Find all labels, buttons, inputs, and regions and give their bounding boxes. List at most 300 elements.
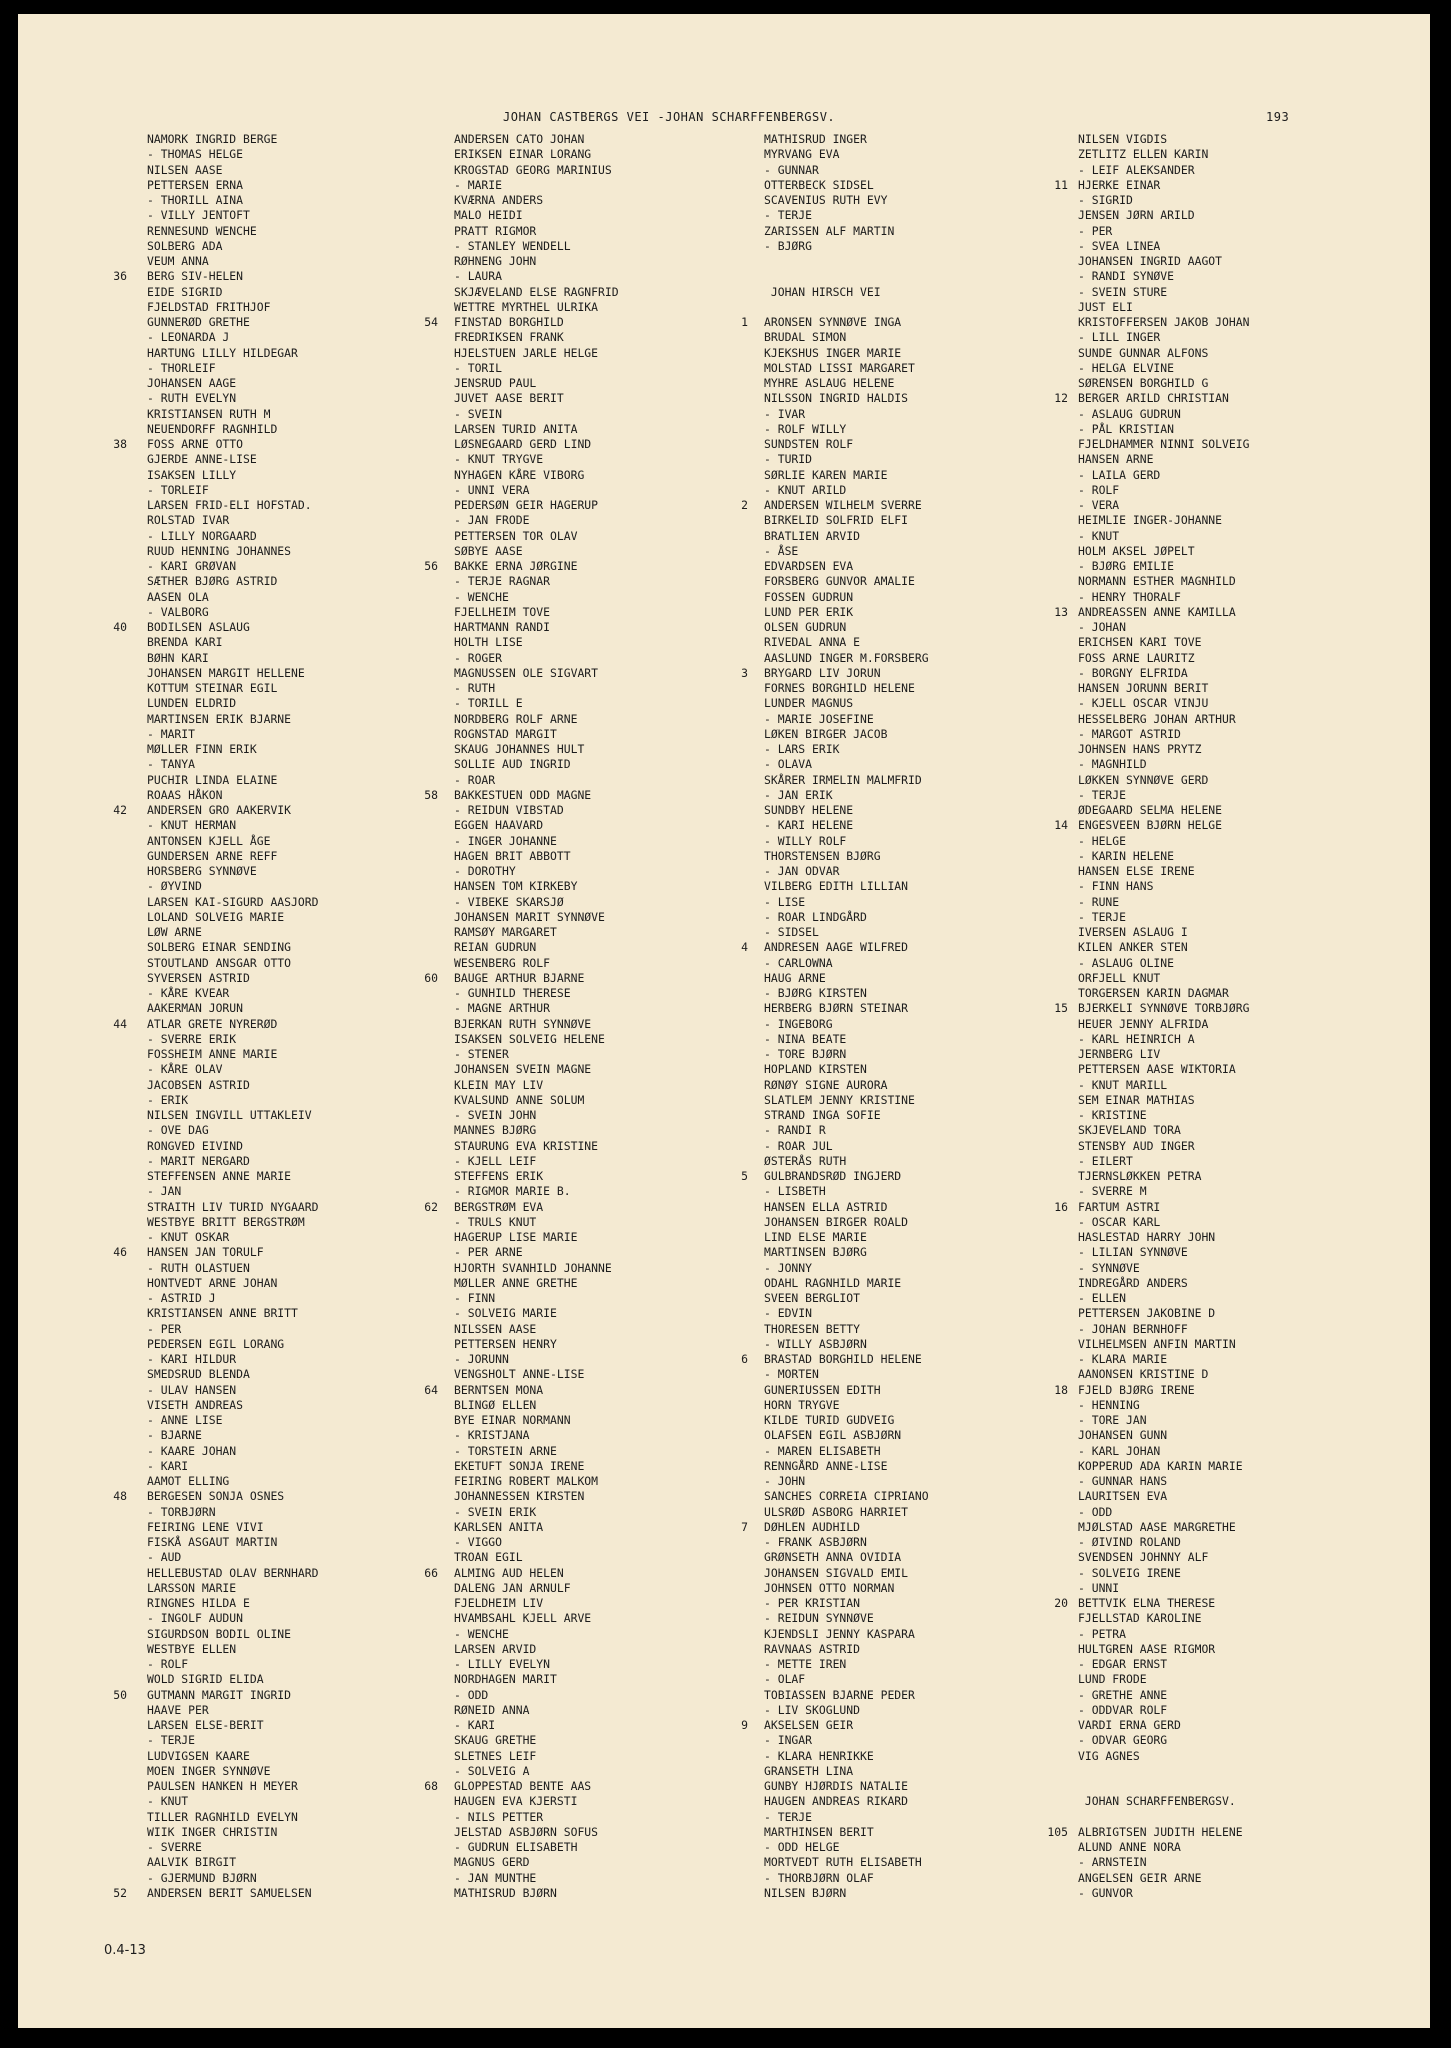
resident-name: HAUGEN EVA KJERSTI <box>454 1794 578 1809</box>
directory-entry <box>1078 727 1249 742</box>
house-number: 60 <box>424 970 438 985</box>
directory-entry <box>764 1886 929 1901</box>
resident-name: PETTERSEN AASE WIKTORIA <box>1078 1062 1236 1077</box>
resident-name: - FINN <box>454 1291 496 1305</box>
directory-entry <box>454 1230 619 1245</box>
resident-name: - KNUT ARILD <box>764 482 847 497</box>
resident-name: PETTERSEN HENRY <box>454 1336 557 1351</box>
directory-entry <box>147 285 318 300</box>
resident-name: - TERJE <box>1078 787 1127 802</box>
directory-entry <box>454 132 619 147</box>
directory-entry <box>454 1672 619 1687</box>
resident-name: HANSEN ARNE <box>1078 452 1154 467</box>
directory-entry <box>764 559 929 574</box>
directory-entry <box>454 895 619 910</box>
directory-entry <box>764 834 929 849</box>
resident-name: MJØLSTAD AASE MARGRETHE <box>1078 1519 1236 1534</box>
directory-entry <box>113 269 318 284</box>
directory-entry <box>147 391 318 406</box>
resident-name: - SIGRID <box>1078 193 1133 207</box>
directory-entry <box>764 620 929 635</box>
directory-entry <box>147 1611 318 1626</box>
resident-name: - KARI GRØVAN <box>147 559 237 573</box>
directory-entry <box>454 727 619 742</box>
house-number: 56 <box>424 559 438 573</box>
directory-entry <box>147 1078 318 1093</box>
directory-entry <box>454 361 619 376</box>
directory-entry <box>764 1505 929 1520</box>
directory-entry <box>1078 620 1249 635</box>
resident-name: SØRENSEN BORGHILD G <box>1078 376 1209 390</box>
directory-entry <box>147 1062 318 1077</box>
directory-entry <box>764 1413 929 1428</box>
resident-name: - SVEA LINEA <box>1078 238 1161 253</box>
resident-name: AAKERMAN JORUN <box>147 1001 244 1016</box>
directory-entry <box>424 787 619 803</box>
resident-name: STENSBY AUD INGER <box>1078 1138 1195 1153</box>
directory-entry <box>764 864 929 879</box>
resident-name: NORDBERG ROLF ARNE <box>454 711 578 726</box>
resident-name: VIG AGNES <box>1078 1748 1140 1763</box>
resident-name: - ROLF <box>1078 482 1120 497</box>
directory-entry <box>764 208 929 223</box>
directory-entry <box>113 803 318 818</box>
resident-name: HOLM AKSEL JØPELT <box>1078 543 1195 558</box>
resident-name: EGGEN HAAVARD <box>454 818 544 833</box>
resident-name: FARTUM ASTRI <box>1078 1199 1161 1214</box>
directory-entry <box>147 1413 318 1428</box>
resident-name: - SVERRE ERIK <box>147 1031 237 1046</box>
house-number: 58 <box>424 787 438 802</box>
directory-entry <box>1078 361 1249 376</box>
directory-entry <box>1078 940 1249 955</box>
directory-entry <box>454 391 619 406</box>
directory-entry <box>454 1001 619 1016</box>
house-number: 64 <box>424 1382 438 1397</box>
resident-name: NORMANN ESTHER MAGNHILD <box>1078 574 1236 589</box>
directory-entry <box>454 712 619 727</box>
resident-name: - MARIE JOSEFINE <box>764 711 874 726</box>
directory-entry <box>1078 971 1249 986</box>
directory-entry <box>147 910 318 925</box>
directory-entry <box>741 940 929 955</box>
directory-entry <box>454 849 619 864</box>
resident-name: - ODVAR GEORG <box>1078 1733 1168 1748</box>
directory-entry <box>147 849 318 864</box>
directory-entry <box>147 1825 318 1840</box>
resident-name: RØNØY SIGNE AURORA <box>764 1077 888 1092</box>
resident-name: - KARIN HELENE <box>1078 848 1175 863</box>
resident-name: - KARI HELENE <box>764 818 854 833</box>
directory-entry <box>764 544 929 559</box>
resident-name: - LILIAN SYNNØVE <box>1078 1245 1188 1260</box>
directory-entry <box>147 1840 318 1855</box>
resident-name: - TORLEIF <box>147 482 209 497</box>
directory-entry <box>113 1687 318 1703</box>
resident-name: JOHANSEN AAGE <box>147 376 237 390</box>
directory-entry <box>454 620 619 635</box>
directory-entry <box>1054 604 1249 620</box>
resident-name: FJELDSTAD FRITHJOF <box>147 299 271 314</box>
resident-name: - KÅRE OLAV <box>147 1062 223 1077</box>
resident-name: NILSEN AASE <box>147 162 223 177</box>
directory-entry <box>764 971 929 986</box>
resident-name: EKETUFT SONJA IRENE <box>454 1458 585 1473</box>
directory-entry <box>1078 757 1249 772</box>
resident-name: STEFFENS ERIK <box>454 1169 544 1183</box>
house-number: 20 <box>1054 1596 1068 1610</box>
directory-entry <box>764 391 929 406</box>
directory-entry <box>454 544 619 559</box>
resident-name: STRAND INGA SOFIE <box>764 1108 881 1122</box>
directory-entry <box>764 1855 929 1870</box>
directory-entry <box>1078 803 1249 818</box>
resident-name: FJELLHEIM TOVE <box>454 604 551 619</box>
resident-name: JOHAN HIRSCH VEI <box>764 284 881 299</box>
directory-entry <box>764 1337 929 1352</box>
resident-name: ROAAS HÅKON <box>147 787 223 802</box>
directory-entry <box>764 1688 929 1703</box>
resident-name: AAMOT ELLING <box>147 1474 230 1488</box>
resident-name: - EDGAR ERNST <box>1078 1657 1168 1671</box>
directory-entry <box>1078 849 1249 864</box>
directory-entry <box>1078 1108 1249 1123</box>
directory-entry <box>454 1627 619 1642</box>
resident-name: - ROLF WILLY <box>764 421 847 436</box>
directory-entry <box>147 239 318 254</box>
resident-name: KARLSEN ANITA <box>454 1519 544 1534</box>
resident-name: - VIGGO <box>454 1535 503 1549</box>
directory-entry <box>764 422 929 437</box>
resident-name: - PETRA <box>1078 1626 1127 1641</box>
directory-entry <box>764 1489 929 1504</box>
resident-name: ISAKSEN SOLVEIG HELENE <box>454 1031 605 1046</box>
directory-entry <box>454 178 619 193</box>
page-header-title: JOHAN CASTBERGS VEI -JOHAN SCHARFFENBERGSV. <box>503 110 836 124</box>
directory-entry <box>147 681 318 696</box>
resident-name: - ARNSTEIN <box>1078 1855 1147 1870</box>
resident-name: - MAGNE ARTHUR <box>454 1001 551 1016</box>
directory-entry <box>764 452 929 467</box>
directory-entry <box>1078 513 1249 528</box>
directory-entry <box>1078 285 1249 300</box>
directory-entry <box>764 986 929 1001</box>
resident-name: LUND PER ERIK <box>764 604 854 619</box>
directory-entry <box>147 1108 318 1123</box>
directory-entry <box>741 1718 929 1733</box>
directory-entry <box>147 1154 318 1169</box>
resident-name: - JOHAN BERNHOFF <box>1078 1321 1188 1336</box>
resident-name: EIDE SIGRID <box>147 284 223 299</box>
directory-entry <box>454 956 619 971</box>
directory-entry <box>1054 391 1249 406</box>
directory-entry <box>454 468 619 483</box>
resident-name: SMEDSRUD BLENDA <box>147 1367 250 1382</box>
directory-entry <box>147 986 318 1001</box>
resident-name: HARTUNG LILLY HILDEGAR <box>147 345 298 360</box>
directory-entry <box>454 879 619 894</box>
directory-entry <box>147 1123 318 1138</box>
directory-entry <box>454 1825 619 1840</box>
directory-entry <box>764 1672 929 1687</box>
directory-entry <box>147 635 318 650</box>
directory-entry <box>1054 818 1249 833</box>
directory-entry <box>1078 1764 1249 1779</box>
directory-entry <box>147 1764 318 1779</box>
resident-name: HANSEN ELLA ASTRID <box>764 1199 888 1214</box>
directory-entry <box>741 1169 929 1184</box>
resident-name: THORSTENSEN BJØRG <box>764 848 881 863</box>
directory-entry <box>1078 1047 1249 1062</box>
directory-entry <box>1054 1001 1250 1016</box>
resident-name: BAUGE ARTHUR BJARNE <box>454 970 585 985</box>
resident-name: MALO HEIDI <box>454 208 523 223</box>
directory-entry <box>1078 346 1249 361</box>
directory-entry <box>147 1306 318 1321</box>
directory-entry <box>454 422 619 437</box>
resident-name: RENNGÅRD ANNE-LISE <box>764 1458 888 1473</box>
resident-name: MOEN INGER SYNNØVE <box>147 1763 271 1778</box>
resident-name: FJELDHAMMER NINNI SOLVEIG <box>1078 437 1250 451</box>
resident-name: HULTGREN AASE RIGMOR <box>1078 1641 1216 1656</box>
directory-entry <box>147 147 318 162</box>
directory-entry <box>1078 1078 1249 1093</box>
resident-name: - WENCHE <box>454 589 509 604</box>
directory-entry <box>1078 1444 1249 1459</box>
resident-name: VISETH ANDREAS <box>147 1397 244 1412</box>
resident-name: BRUDAL SIMON <box>764 330 847 345</box>
resident-name: - SVEIN STURE <box>1078 284 1168 299</box>
directory-entry <box>454 1428 619 1443</box>
directory-entry <box>147 651 318 666</box>
directory-entry <box>1078 1840 1249 1855</box>
directory-entry <box>1078 1535 1249 1550</box>
directory-entry <box>147 1672 318 1687</box>
directory-page <box>18 14 1430 2028</box>
resident-name: RAMSØY MARGARET <box>454 925 557 939</box>
directory-entry <box>1078 1139 1249 1154</box>
resident-name: - LISE <box>764 894 806 909</box>
directory-entry <box>1078 1398 1249 1413</box>
directory-entry <box>147 940 318 955</box>
resident-name: FINSTAD BORGHILD <box>454 315 564 329</box>
resident-name: OLSEN GUDRUN <box>764 620 847 634</box>
resident-name: - GUNVOR <box>1078 1885 1133 1900</box>
resident-name: HOPLAND KIRSTEN <box>764 1062 867 1077</box>
resident-name: - SVEIN ERIK <box>454 1504 537 1519</box>
resident-name: - KARL HEINRICH A <box>1078 1031 1195 1046</box>
directory-entry <box>1078 590 1249 605</box>
directory-entry <box>1078 1703 1249 1718</box>
house-number: 7 <box>741 1519 748 1534</box>
resident-name: BYE EINAR NORMANN <box>454 1413 571 1427</box>
resident-name: GLOPPESTAD BENTE AAS <box>454 1779 592 1793</box>
resident-name: - ERIK <box>147 1092 189 1107</box>
directory-entry <box>454 269 619 284</box>
resident-name: - TERJE <box>764 1809 813 1824</box>
directory-entry <box>147 1032 318 1047</box>
directory-entry <box>1078 574 1249 589</box>
resident-name: ULSRØD ASBORG HARRIET <box>764 1504 909 1519</box>
house-number: 50 <box>113 1687 127 1702</box>
resident-name: BRYGARD LIV JORUN <box>764 665 881 680</box>
directory-entry <box>1078 651 1249 666</box>
directory-entry <box>1078 330 1249 345</box>
directory-entry <box>454 1261 619 1276</box>
resident-name: ROGNSTAD MARGIT <box>454 726 557 741</box>
directory-entry <box>147 1337 318 1352</box>
resident-name: INDREGÅRD ANDERS <box>1078 1275 1188 1290</box>
resident-name: HARTMANN RANDI <box>454 620 551 634</box>
resident-name: ANDERSEN GRO AAKERVIK <box>147 803 292 817</box>
directory-entry <box>764 681 929 696</box>
resident-name: WOLD SIGRID ELIDA <box>147 1672 264 1687</box>
resident-name: - LEONARDA J <box>147 330 230 345</box>
resident-name: - SOLVEIG IRENE <box>1078 1565 1181 1580</box>
resident-name: - JAN ODVAR <box>764 864 840 878</box>
directory-entry <box>147 773 318 788</box>
directory-entry <box>764 1383 929 1398</box>
directory-entry <box>454 1017 619 1032</box>
directory-entry <box>147 1093 318 1108</box>
resident-name: - JAN MUNTHE <box>454 1870 537 1885</box>
resident-name: - TORBJØRN <box>147 1504 216 1519</box>
resident-name: PETTERSEN ERNA <box>147 177 244 192</box>
resident-name: NAMORK INGRID BERGE <box>147 132 278 146</box>
directory-entry <box>454 1276 619 1291</box>
directory-entry <box>454 1337 619 1352</box>
resident-name: - JAN ERIK <box>764 787 833 802</box>
resident-name: PEDERSEN EGIL LORANG <box>147 1336 285 1351</box>
directory-entry <box>147 300 318 315</box>
directory-entry <box>1078 224 1249 239</box>
directory-entry <box>1078 1489 1249 1504</box>
resident-name: - OLAF <box>764 1672 806 1687</box>
resident-name: NILSEN BJØRN <box>764 1885 847 1900</box>
resident-name: STRAITH LIV TURID NYGAARD <box>147 1199 319 1214</box>
resident-name: REIAN GUDRUN <box>454 940 537 955</box>
house-number: 1 <box>741 315 748 329</box>
resident-name: - KARL JOHAN <box>1078 1443 1161 1458</box>
resident-name: PETTERSEN JAKOBINE D <box>1078 1306 1216 1321</box>
resident-name: - ODDVAR ROLF <box>1078 1702 1168 1717</box>
directory-entry <box>764 1611 929 1626</box>
resident-name: - RIGMOR MARIE B. <box>454 1184 571 1199</box>
directory-entry <box>1078 1276 1249 1291</box>
resident-name: MAGNUS GERD <box>454 1855 530 1870</box>
directory-entry <box>764 529 929 544</box>
resident-name: JENSEN JØRN ARILD <box>1078 208 1195 223</box>
resident-name: JERNBERG LIV <box>1078 1047 1161 1061</box>
resident-name: - TORSTEIN ARNE <box>454 1443 557 1458</box>
directory-entry <box>454 1520 619 1535</box>
directory-entry <box>764 1032 929 1047</box>
resident-name: HANSEN JAN TORULF <box>147 1245 264 1260</box>
resident-name: - TERJE RAGNAR <box>454 574 551 589</box>
resident-name: GUNBY HJØRDIS NATALIE <box>764 1779 909 1793</box>
resident-name: WIIK INGER CHRISTIN <box>147 1824 278 1839</box>
resident-name: - TANYA <box>147 757 196 772</box>
directory-entry <box>113 437 318 452</box>
directory-entry <box>147 346 318 361</box>
resident-name: SKAUG GRETHE <box>454 1733 537 1748</box>
resident-name: - KRISTINE <box>1078 1108 1147 1122</box>
resident-name: ANDRESEN AAGE WILFRED <box>764 940 909 955</box>
directory-entry <box>147 605 318 620</box>
resident-name: - OLAVA <box>764 757 813 772</box>
resident-name: GRANSETH LINA <box>764 1763 854 1778</box>
house-number: 16 <box>1054 1199 1068 1214</box>
resident-name: TILLER RAGNHILD EVELYN <box>147 1809 298 1824</box>
resident-name: NILSSON INGRID HALDIS <box>764 391 909 406</box>
resident-name: MAGNUSSEN OLE SIGVART <box>454 665 599 680</box>
directory-entry <box>764 1642 929 1657</box>
directory-entry <box>454 1474 619 1489</box>
resident-name: BLINGØ ELLEN <box>454 1397 537 1412</box>
directory-entry <box>147 254 318 269</box>
directory-entry <box>764 178 929 193</box>
directory-entry <box>1078 208 1249 223</box>
house-number: 54 <box>424 315 438 329</box>
resident-name: - KNUT OSKAR <box>147 1230 230 1244</box>
directory-entry <box>764 849 929 864</box>
resident-name: HANSEN TOM KIRKEBY <box>454 879 578 894</box>
directory-entry <box>1078 1367 1249 1382</box>
directory-entry <box>454 224 619 239</box>
directory-entry <box>764 1123 929 1138</box>
resident-name: JOHANSEN INGRID AAGOT <box>1078 254 1223 268</box>
directory-entry <box>764 1840 929 1855</box>
resident-name: HONTVEDT ARNE JOHAN <box>147 1275 278 1290</box>
directory-entry <box>764 254 929 269</box>
directory-entry <box>741 665 929 681</box>
directory-entry <box>1078 1032 1249 1047</box>
resident-name: SKJÆVELAND ELSE RAGNFRID <box>454 284 619 299</box>
resident-name: ANDREASSEN ANNE KAMILLA <box>1078 604 1236 619</box>
resident-name: SANCHES CORREIA CIPRIANO <box>764 1489 929 1504</box>
house-number: 14 <box>1054 818 1068 833</box>
resident-name: RENNESUND WENCHE <box>147 223 257 238</box>
directory-entry <box>147 529 318 544</box>
resident-name: LIND ELSE MARIE <box>764 1230 867 1244</box>
directory-entry <box>1078 1215 1249 1230</box>
resident-name: RAVNAAS ASTRID <box>764 1641 861 1656</box>
directory-entry <box>147 1367 318 1382</box>
directory-entry <box>764 1581 929 1596</box>
directory-entry <box>1078 1642 1249 1657</box>
directory-entry <box>454 1886 619 1901</box>
resident-name: - TERJE <box>1078 909 1127 924</box>
resident-name: FOSSHEIM ANNE MARIE <box>147 1047 278 1061</box>
resident-name: DALENG JAN ARNULF <box>454 1580 571 1595</box>
directory-entry <box>1054 1382 1249 1398</box>
resident-name: BERGESEN SONJA OSNES <box>147 1489 285 1504</box>
directory-entry <box>454 773 619 788</box>
resident-name: JUST ELI <box>1078 299 1133 314</box>
resident-name: NYHAGEN KÅRE VIBORG <box>454 467 585 482</box>
resident-name: BJERKELI SYNNØVE TORBJØRG <box>1078 1001 1250 1016</box>
resident-name: KRISTIANSEN ANNE BRITT <box>147 1306 298 1321</box>
directory-entry <box>764 361 929 376</box>
resident-name: RØHNENG JOHN <box>454 254 537 268</box>
resident-name: - GUNHILD THERESE <box>454 986 571 1000</box>
directory-entry <box>764 1215 929 1230</box>
directory-entry <box>764 1444 929 1459</box>
resident-name: - TORIL <box>454 360 503 375</box>
resident-name: BAKKESTUEN ODD MAGNE <box>454 787 592 802</box>
resident-name: - GUNNAR HANS <box>1078 1474 1168 1488</box>
resident-name: - AUD <box>147 1550 182 1565</box>
